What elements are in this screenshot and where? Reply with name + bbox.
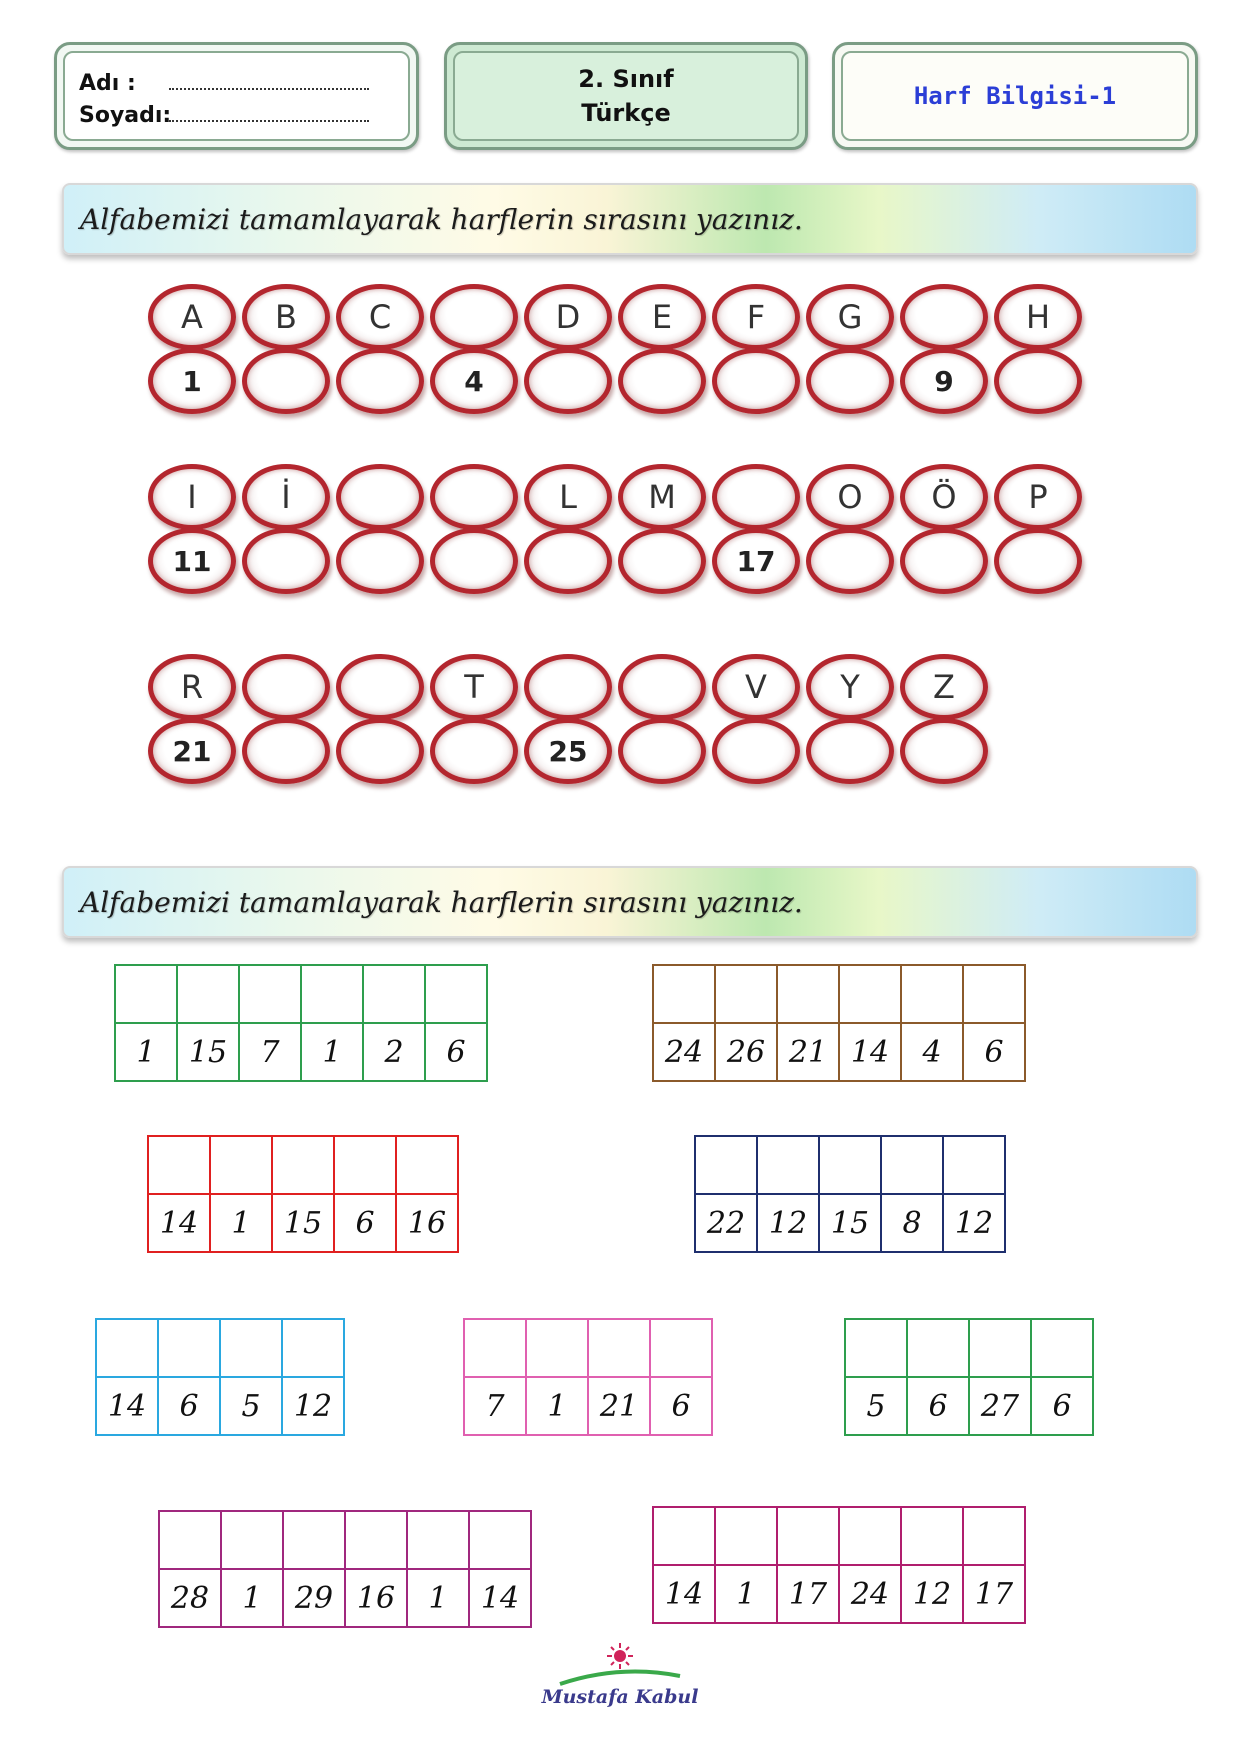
number-clue-cell: 7: [239, 1023, 301, 1081]
number-oval[interactable]: [806, 528, 894, 594]
instruction-text-1: Alfabemizi tamamlayarak harflerin sırasını yazınız.: [80, 202, 803, 236]
alphabet-number-row-2: [148, 528, 1088, 594]
number-oval[interactable]: [242, 528, 330, 594]
letter-answer-cell[interactable]: [777, 965, 839, 1023]
letter-oval[interactable]: [430, 464, 518, 530]
instruction-banner-2: [62, 866, 1198, 938]
letter-answer-cell[interactable]: [715, 1507, 777, 1565]
number-clue-cell: 14: [148, 1194, 210, 1252]
number-oval[interactable]: [336, 718, 424, 784]
number-clue-cell: 5: [220, 1377, 282, 1435]
letter-oval[interactable]: [618, 654, 706, 720]
grade-box: [444, 42, 808, 150]
word-puzzle-4: [694, 1135, 1006, 1253]
letter-answer-cell[interactable]: [239, 965, 301, 1023]
number-clue-cell: 14: [653, 1565, 715, 1623]
surname-row: [79, 103, 394, 135]
letter-oval[interactable]: C: [336, 284, 424, 350]
letter-answer-cell[interactable]: [159, 1511, 221, 1569]
number-clue-cell: 28: [159, 1569, 221, 1627]
number-oval[interactable]: [994, 348, 1082, 414]
letter-answer-cell[interactable]: [588, 1319, 650, 1377]
number-oval[interactable]: 25: [524, 718, 612, 784]
letter-answer-cell[interactable]: [158, 1319, 220, 1377]
number-oval[interactable]: 17: [712, 528, 800, 594]
letter-answer-cell[interactable]: [653, 1507, 715, 1565]
number-oval[interactable]: [618, 718, 706, 784]
number-clue-cell: 16: [345, 1569, 407, 1627]
letter-answer-cell[interactable]: [653, 965, 715, 1023]
number-clue-cell: 21: [588, 1377, 650, 1435]
number-clue-cell: 2: [363, 1023, 425, 1081]
letter-answer-cell[interactable]: [901, 1507, 963, 1565]
letter-answer-cell[interactable]: [425, 965, 487, 1023]
letter-answer-cell[interactable]: [334, 1136, 396, 1194]
letter-answer-cell[interactable]: [715, 965, 777, 1023]
number-clue-cell: 29: [283, 1569, 345, 1627]
letter-oval[interactable]: Ö: [900, 464, 988, 530]
number-oval[interactable]: [712, 348, 800, 414]
number-clue-cell: 12: [282, 1377, 344, 1435]
number-clue-cell: 1: [210, 1194, 272, 1252]
logo-text: Mustafa Kabul: [541, 1686, 699, 1708]
number-oval[interactable]: [336, 348, 424, 414]
instruction-banner-1: [62, 183, 1198, 255]
instruction-text-2: Alfabemizi tamamlayarak harflerin sırasını yazınız.: [80, 885, 803, 919]
letter-answer-cell[interactable]: [881, 1136, 943, 1194]
letter-answer-cell[interactable]: [1031, 1319, 1093, 1377]
number-clue-cell: 24: [839, 1565, 901, 1623]
word-puzzle-9: [652, 1506, 1026, 1624]
letter-answer-cell[interactable]: [115, 965, 177, 1023]
number-oval[interactable]: [618, 348, 706, 414]
number-clue-cell: 17: [963, 1565, 1025, 1623]
number-clue-cell: 6: [158, 1377, 220, 1435]
author-logo: [520, 1640, 720, 1720]
number-clue-cell: 27: [969, 1377, 1031, 1435]
letter-answer-cell[interactable]: [907, 1319, 969, 1377]
number-clue-cell: 1: [301, 1023, 363, 1081]
letter-answer-cell[interactable]: [839, 1507, 901, 1565]
letter-answer-cell[interactable]: [221, 1511, 283, 1569]
number-oval[interactable]: 4: [430, 348, 518, 414]
letter-answer-cell[interactable]: [407, 1511, 469, 1569]
letter-oval[interactable]: [242, 654, 330, 720]
number-clue-cell: 16: [396, 1194, 458, 1252]
letter-oval[interactable]: R: [148, 654, 236, 720]
letter-answer-cell[interactable]: [464, 1319, 526, 1377]
number-clue-cell: 1: [115, 1023, 177, 1081]
alphabet-letter-row-2: [148, 464, 1088, 530]
number-clue-cell: 14: [469, 1569, 531, 1627]
number-clue-cell: 15: [272, 1194, 334, 1252]
letter-answer-cell[interactable]: [96, 1319, 158, 1377]
letter-answer-cell[interactable]: [695, 1136, 757, 1194]
letter-oval[interactable]: L: [524, 464, 612, 530]
letter-answer-cell[interactable]: [777, 1507, 839, 1565]
number-oval[interactable]: [900, 718, 988, 784]
number-clue-cell: 6: [1031, 1377, 1093, 1435]
letter-answer-cell[interactable]: [969, 1319, 1031, 1377]
letter-answer-cell[interactable]: [148, 1136, 210, 1194]
name-row: [79, 71, 394, 103]
letter-oval[interactable]: [712, 464, 800, 530]
letter-oval[interactable]: [430, 284, 518, 350]
number-oval[interactable]: [242, 348, 330, 414]
letter-oval[interactable]: [900, 284, 988, 350]
number-clue-cell: 14: [839, 1023, 901, 1081]
letter-oval[interactable]: M: [618, 464, 706, 530]
letter-answer-cell[interactable]: [845, 1319, 907, 1377]
alphabet-letter-row-1: [148, 284, 1088, 350]
number-clue-cell: 6: [425, 1023, 487, 1081]
letter-answer-cell[interactable]: [901, 965, 963, 1023]
number-oval[interactable]: 11: [148, 528, 236, 594]
letter-oval[interactable]: D: [524, 284, 612, 350]
number-clue-cell: 1: [221, 1569, 283, 1627]
alphabet-number-row-1: [148, 348, 1088, 414]
letter-oval[interactable]: A: [148, 284, 236, 350]
number-clue-cell: 7: [464, 1377, 526, 1435]
word-puzzle-1: [114, 964, 488, 1082]
grade-label: 2. Sınıf: [578, 65, 674, 93]
letter-oval[interactable]: Y: [806, 654, 894, 720]
letter-oval[interactable]: B: [242, 284, 330, 350]
topic-label: Harf Bilgisi-1: [913, 82, 1117, 110]
number-clue-cell: 1: [715, 1565, 777, 1623]
number-oval[interactable]: [900, 528, 988, 594]
letter-oval[interactable]: [524, 654, 612, 720]
letter-oval[interactable]: V: [712, 654, 800, 720]
letter-oval[interactable]: E: [618, 284, 706, 350]
number-clue-cell: 12: [901, 1565, 963, 1623]
letter-oval[interactable]: [336, 654, 424, 720]
letter-answer-cell[interactable]: [282, 1319, 344, 1377]
name-field[interactable]: [169, 74, 369, 90]
number-clue-cell: 12: [943, 1194, 1005, 1252]
number-oval[interactable]: [336, 528, 424, 594]
letter-oval[interactable]: F: [712, 284, 800, 350]
letter-oval[interactable]: [336, 464, 424, 530]
letter-answer-cell[interactable]: [650, 1319, 712, 1377]
number-clue-cell: 5: [845, 1377, 907, 1435]
number-clue-cell: 1: [407, 1569, 469, 1627]
subject-label: Türkçe: [581, 99, 671, 127]
number-clue-cell: 17: [777, 1565, 839, 1623]
alphabet-number-row-3: [148, 718, 994, 784]
letter-answer-cell[interactable]: [363, 965, 425, 1023]
letter-answer-cell[interactable]: [469, 1511, 531, 1569]
letter-oval[interactable]: İ: [242, 464, 330, 530]
word-puzzle-7: [844, 1318, 1094, 1436]
number-clue-cell: 4: [901, 1023, 963, 1081]
topic-box: [832, 42, 1198, 150]
letter-answer-cell[interactable]: [963, 1507, 1025, 1565]
number-oval[interactable]: [430, 718, 518, 784]
alphabet-letter-row-3: [148, 654, 994, 720]
letter-oval[interactable]: Z: [900, 654, 988, 720]
number-clue-cell: 6: [963, 1023, 1025, 1081]
number-oval[interactable]: [712, 718, 800, 784]
letter-answer-cell[interactable]: [963, 965, 1025, 1023]
letter-oval[interactable]: H: [994, 284, 1082, 350]
number-clue-cell: 8: [881, 1194, 943, 1252]
number-oval[interactable]: [806, 348, 894, 414]
number-clue-cell: 15: [819, 1194, 881, 1252]
number-clue-cell: 6: [334, 1194, 396, 1252]
letter-answer-cell[interactable]: [283, 1511, 345, 1569]
letter-answer-cell[interactable]: [943, 1136, 1005, 1194]
word-puzzle-8: [158, 1510, 532, 1628]
number-oval[interactable]: [242, 718, 330, 784]
word-puzzle-3: [147, 1135, 459, 1253]
name-label: Adı :: [79, 71, 136, 96]
letter-answer-cell[interactable]: [301, 965, 363, 1023]
number-clue-cell: 14: [96, 1377, 158, 1435]
word-puzzle-6: [463, 1318, 713, 1436]
number-oval[interactable]: 9: [900, 348, 988, 414]
number-clue-cell: 21: [777, 1023, 839, 1081]
number-oval[interactable]: [994, 528, 1082, 594]
number-oval[interactable]: [524, 348, 612, 414]
letter-answer-cell[interactable]: [272, 1136, 334, 1194]
sun-swoosh-icon: [540, 1640, 700, 1690]
number-oval[interactable]: [806, 718, 894, 784]
surname-field[interactable]: [169, 106, 369, 122]
number-clue-cell: 12: [757, 1194, 819, 1252]
letter-oval[interactable]: I: [148, 464, 236, 530]
number-clue-cell: 22: [695, 1194, 757, 1252]
letter-oval[interactable]: G: [806, 284, 894, 350]
letter-answer-cell[interactable]: [819, 1136, 881, 1194]
number-clue-cell: 6: [907, 1377, 969, 1435]
number-oval[interactable]: 21: [148, 718, 236, 784]
number-oval[interactable]: [618, 528, 706, 594]
letter-answer-cell[interactable]: [839, 965, 901, 1023]
number-clue-cell: 6: [650, 1377, 712, 1435]
letter-answer-cell[interactable]: [177, 965, 239, 1023]
number-oval[interactable]: [524, 528, 612, 594]
letter-answer-cell[interactable]: [345, 1511, 407, 1569]
letter-answer-cell[interactable]: [757, 1136, 819, 1194]
word-puzzle-2: [652, 964, 1026, 1082]
letter-answer-cell[interactable]: [396, 1136, 458, 1194]
letter-answer-cell[interactable]: [210, 1136, 272, 1194]
number-oval[interactable]: 1: [148, 348, 236, 414]
number-oval[interactable]: [430, 528, 518, 594]
letter-oval[interactable]: O: [806, 464, 894, 530]
letter-oval[interactable]: T: [430, 654, 518, 720]
letter-oval[interactable]: P: [994, 464, 1082, 530]
number-clue-cell: 26: [715, 1023, 777, 1081]
word-puzzle-5: [95, 1318, 345, 1436]
number-clue-cell: 24: [653, 1023, 715, 1081]
letter-answer-cell[interactable]: [220, 1319, 282, 1377]
student-info-box: [54, 42, 419, 150]
letter-answer-cell[interactable]: [526, 1319, 588, 1377]
number-clue-cell: 1: [526, 1377, 588, 1435]
surname-label: Soyadı:: [79, 103, 172, 128]
number-clue-cell: 15: [177, 1023, 239, 1081]
